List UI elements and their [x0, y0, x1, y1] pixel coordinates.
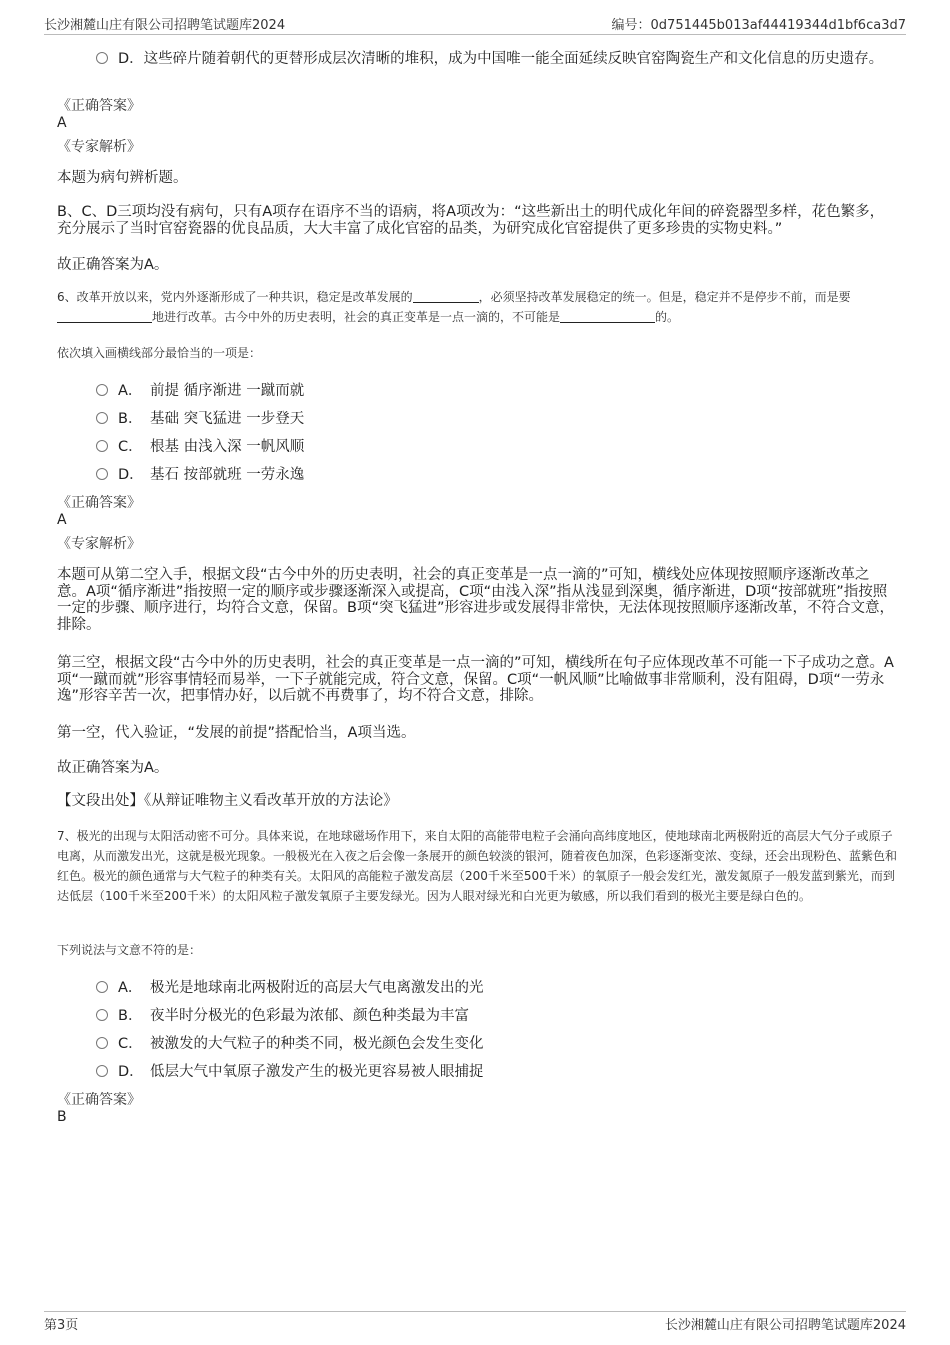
q6-stem: 6、改革开放以来，党内外逐渐形成了一种共识，稳定是改革发展的 ，必须坚持改革发展稳定的统一。但是，稳定并不是停步不前，而是要地进行改革。古今中外的历史表明，社会的真正变革是一点一滴的，不可能是 的。 — [57, 290, 851, 324]
radio-icon[interactable] — [96, 440, 108, 452]
q6-analysis-p3: 第一空，代入验证，“发展的前提”搭配恰当，A项当选。 — [57, 725, 416, 741]
q7-answer-label: 《正确答案》 — [57, 1092, 141, 1108]
page-number: 第3页 — [44, 1318, 79, 1333]
q5-answer: A — [57, 115, 67, 131]
blank-3 — [560, 310, 655, 323]
footer-title: 长沙湘麓山庄有限公司招聘笔试题库2024 — [664, 1318, 906, 1333]
q6-option-a[interactable]: A． 前提 循序渐进 一蹴而就 — [96, 379, 304, 400]
blank-2 — [57, 310, 152, 323]
q5-analysis-p1: 本题为病句辨析题。 — [57, 170, 188, 186]
q6-option-c[interactable]: C． 根基 由浅入深 一帆风顺 — [96, 435, 304, 456]
radio-icon[interactable] — [96, 981, 108, 993]
radio-icon[interactable] — [96, 52, 108, 64]
q7-option-c[interactable]: C． 被激发的大气粒子的种类不同，极光颜色会发生变化 — [96, 1032, 484, 1053]
q5-answer-label: 《正确答案》 — [57, 98, 141, 114]
q7-prompt: 下列说法与文意不符的是： — [57, 943, 202, 957]
footer-divider — [44, 1311, 906, 1312]
q6-analysis-p1: 本题可从第二空入手，根据文段“古今中外的历史表明，社会的真正变革是一点一滴的”可知，横线处应体现按照顺序逐渐改革之意。A项“循序渐进”指按照一定的顺序或步骤逐渐深入或提高，C项“由浅入深”指从浅显到深奥，循序渐进，D项“按部就班”指按照一定的步骤、顺序进行，均符合文意，保留。B项“突飞猛进”形容进步或发展得非常快，无法体现按照顺序逐渐改革，不符合文意，排除。 — [57, 567, 894, 633]
q5-option-d[interactable]: D．这些碎片随着朝代的更替形成层次清晰的堆积，成为中国唯一能全面延续反映官窑陶瓷生产和文化信息的历史遗存。 — [96, 47, 886, 71]
q6-analysis-p2: 第三空，根据文段“古今中外的历史表明，社会的真正变革是一点一滴的”可知，横线所在句子应体现改革不可能一下子成功之意。A项“一蹴而就”形容事情轻而易举，一下子就能完成，符合文意，保留。C项“一帆风顺”比喻做事非常顺利，没有阻碍，D项“一劳永逸”形容辛苦一次，把事情办好，以后就不再费事了，均不符合文意，排除。 — [57, 655, 894, 704]
radio-icon[interactable] — [96, 1037, 108, 1049]
q6-answer-label: 《正确答案》 — [57, 495, 141, 511]
q7-option-a[interactable]: A． 极光是地球南北两极附近的高层大气电离激发出的光 — [96, 976, 484, 997]
q6-analysis-p4: 故正确答案为A。 — [57, 760, 169, 776]
q7-answer: B — [57, 1109, 67, 1125]
radio-icon[interactable] — [96, 1065, 108, 1077]
q5-analysis-p2: B、C、D三项均没有病句，只有A项存在语序不当的语病，将A项改为：“这些新出土的明代成化年间的碎瓷器型多样，花色繁多，充分展示了当时官窑瓷器的优良品质，大大丰富了成化官窑的品类，为研究成化官窑提供了更多珍贵的实物史料。” — [57, 204, 885, 237]
radio-icon[interactable] — [96, 1009, 108, 1021]
header-title: 长沙湘麓山庄有限公司招聘笔试题库2024 — [44, 18, 286, 33]
q5-analysis-label: 《专家解析》 — [57, 139, 141, 155]
radio-icon[interactable] — [96, 412, 108, 424]
blank-1 — [413, 290, 479, 303]
document-id: 编号：0d751445b013af44419344d1bf6ca3d7 — [611, 18, 906, 33]
q6-source: 【文段出处】《从辩证唯物主义看改革开放的方法论》 — [57, 793, 398, 809]
q6-analysis-label: 《专家解析》 — [57, 536, 141, 552]
q6-option-b[interactable]: B． 基础 突飞猛进 一步登天 — [96, 407, 304, 428]
q6-answer: A — [57, 512, 67, 528]
header-divider — [44, 34, 906, 35]
q7-option-d[interactable]: D． 低层大气中氧原子激发产生的极光更容易被人眼捕捉 — [96, 1060, 484, 1081]
radio-icon[interactable] — [96, 468, 108, 480]
radio-icon[interactable] — [96, 384, 108, 396]
q7-option-b[interactable]: B． 夜半时分极光的色彩最为浓郁、颜色种类最为丰富 — [96, 1004, 469, 1025]
q7-stem: 7、极光的出现与太阳活动密不可分。具体来说，在地球磁场作用下，来自太阳的高能带电粒子会涌向高纬度地区，使地球南北两极附近的高层大气分子或原子电离，从而激发出光，这就是极光现象。一般极光在入夜之后会像一条展开的颜色较淡的银河，随着夜色加深，色彩逐渐变浓、变绿，还会出现粉色、蓝紫色和红色。极光的颜色通常与大气粒子的种类有关。太阳风的高能粒子激发高层（200千米至500千米）的氧原子一般会发红光，激发氮原子一般发蓝到紫光，而到达低层（100千米至200千米）的太阳风粒子激发氧原子主要发绿光。因为人眼对绿光和白光更为敏感，所以我们看到的极光主要是绿白色的。 — [57, 829, 898, 903]
q6-option-d[interactable]: D． 基石 按部就班 一劳永逸 — [96, 463, 304, 484]
q5-analysis-p3: 故正确答案为A。 — [57, 257, 169, 273]
q6-prompt: 依次填入画横线部分最恰当的一项是： — [57, 346, 262, 360]
